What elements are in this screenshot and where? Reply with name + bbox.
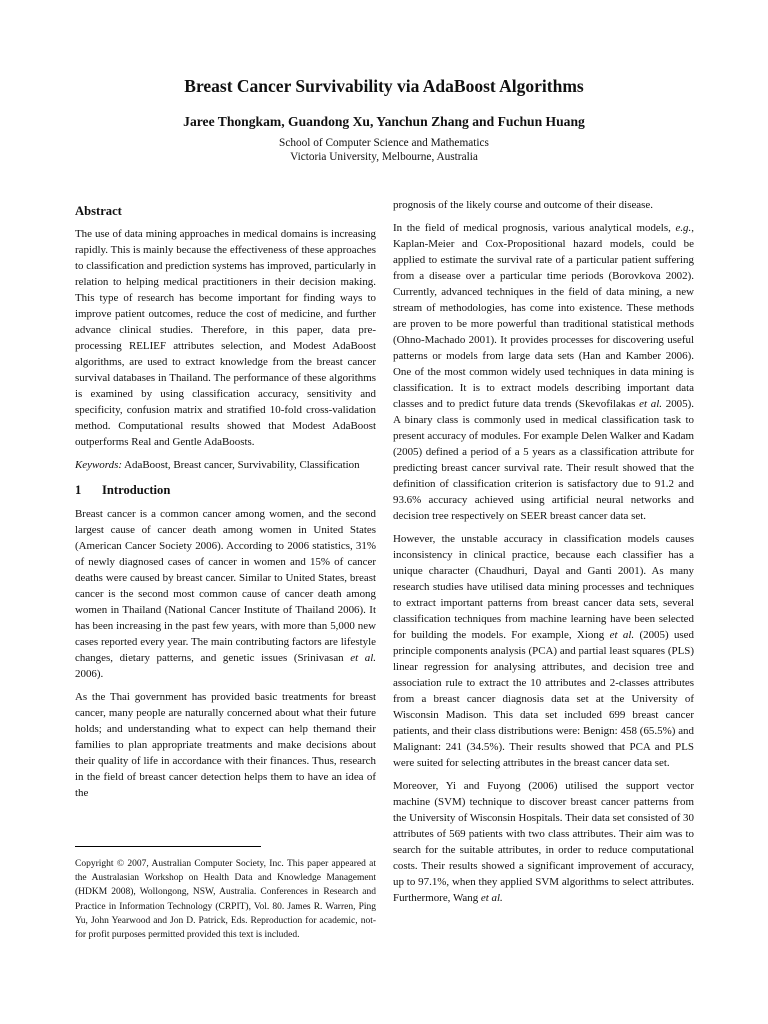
footnote-divider bbox=[75, 846, 261, 847]
keywords-label: Keywords: bbox=[75, 459, 122, 471]
paper-title: Breast Cancer Survivability via AdaBoost Algorithms bbox=[184, 76, 584, 96]
right-paragraph-1: In the field of medical prognosis, various analytical models, e.g., Kaplan-Meier and Cox-Propositional hazard models, could be applied to estimate the survival rate of a particular patient suffering from a disease over a particular time periods (Borovkova 2002). Currently, advanced techniques in the field of data mining, a new stream of methodologies, has come into existence. These methods are proven to be more powerful than traditional statistical methods (Ohno-Machado 2001). It provides processes for discovering useful patterns or models from large data sets (Han and Kamber 2006). One of the most common widely used techniques in data mining is classification. It is to extract models describing important data classes and to predict future data trends (Skevofilakas et al. 2005). A binary class is commonly used in medical classification task to present accuracy of modules. For example Delen Walker and Kadam (2005) defined a period of a 5 years as a classification attribute for predicting breast cancer survival rate. Their result showed that the definition of classification criterion is satisfactory due to 91.2 and 93.6% accuracy achieved using artificial neural networks and decision tree respectively on SEER breast cancer data set. bbox=[393, 222, 694, 522]
section-number: 1 bbox=[75, 483, 82, 497]
keywords bbox=[75, 457, 376, 473]
section-title: Introduction bbox=[102, 483, 171, 497]
left-column bbox=[75, 202, 376, 808]
keywords-list: AdaBoost, Breast cancer, Survivability, Classification bbox=[124, 459, 360, 471]
copyright-footnote: Copyright © 2007, Australian Computer Society, Inc. This paper appeared at the Australasian Workshop on Health Data and Knowledge Management (HDKM 2008), Wollongong, NSW, Australia. Conferences in Research and Practice in Information Technology (CRPIT), Vol. 80. James R. Warren, Ping Yu, John Yearwood and Jon D. Patrick, Eds. Reproduction for academic, not-for profit purposes permitted provided this text is included. bbox=[75, 859, 376, 941]
right-paragraph-2: However, the unstable accuracy in classification models causes inconsistency in clinical practice, because each classifier has a unique character (Chaudhuri, Dayal and Ganti 2001). As many research studies have utilised data mining processes and techniques to extract important patterns from breast cancer data sets, several classification techniques from machine learning have been selected for building the models. For example, Xiong et al. (2005) used principle components analysis (PCA) and partial least squares (PLS) linear regression for analysing attributes, and decision tree and association rule to extract the 10 attributes and 2-classes attributes from a breast cancer diagnosis data set at the University of Wisconsin Madison. This data set included 699 breast cancer patients, and their class distributions were: Benign: 458 (65.5%) and Malignant: 241 (34.5%). Their results showed that PCA and PLS were suited for selecting attributes in the breast cancer data set. bbox=[393, 533, 695, 769]
intro-paragraph-1: Breast cancer is a common cancer among women, and the second largest cause of cancer death among women in United States (American Cancer Society 2006). According to 2006 statistics, 31% of newly diagnosed cases of cancer in women and 15% of cancer deaths were caused by breast cancer. Similar to United States, breast cancer is the second most common cause of cancer death among women in Thailand (National Cancer Institute of Thailand 2006). It has been increasing in the past few years, with more than 5,000 new cases reported every year. The main contributing factors are lifestyle changes, dietary patterns, and genetic issues (Srinivasan et al. 2006). bbox=[75, 508, 376, 680]
right-paragraph-0: prognosis of the likely course and outcome of their disease. bbox=[393, 199, 654, 211]
affiliation-line-2: Victoria University, Melbourne, Australia bbox=[290, 151, 478, 163]
affiliation-line-1: School of Computer Science and Mathematics bbox=[279, 137, 489, 149]
abstract-heading: Abstract bbox=[75, 204, 122, 218]
intro-paragraph-2: As the Thai government has provided basic treatments for breast cancer, many people are naturally concerned about what their future holds; and understanding what to expect can help themand their families to plan appropriate treatments and make decisions about their quality of life in accordance with their finances. Thus, research in the field of breast cancer detection helps them to have an idea of the bbox=[75, 691, 376, 799]
paper-authors: Jaree Thongkam, Guandong Xu, Yanchun Zhang and Fuchun Huang bbox=[183, 114, 585, 129]
abstract-text: The use of data mining approaches in medical domains is increasing rapidly. This is mainly because the effectiveness of these approaches to classification and prediction systems has improved, particularly in relation to helping medical practitioners in their decision making. This type of research has become important for finding ways to improve patient outcomes, reduce the cost of medicine, and further advance clinical studies. Therefore, in this paper, data pre-processing RELIEF attributes selection, and Modest AdaBoost algorithms, are used to extract knowledge from the breast cancer survival databases in Thailand. The performance of these algorithms is examined by using classification accuracy, sensitivity and specificity, confusion matrix and stratified 10-fold cross-validation method. Computational results showed that Modest AdaBoost outperforms Real and Gentle AdaBoosts. bbox=[75, 228, 377, 448]
right-column bbox=[393, 197, 694, 913]
affiliation bbox=[0, 136, 768, 164]
right-paragraph-3: Moreover, Yi and Fuyong (2006) utilised the support vector machine (SVM) technique to discover breast cancer patterns from the University of Wisconsin Hospitals. Their data set consisted of 30 attributes of 569 patients with two class attributes. Their aim was to search for the suitable attributes, in order to reduce computational costs. Their results showed a significant improvement of accuracy, up to 97.1%, when they applied SVM algorithms to select attributes. Furthermore, Wang et al. bbox=[393, 780, 694, 904]
introduction-heading bbox=[75, 481, 376, 499]
